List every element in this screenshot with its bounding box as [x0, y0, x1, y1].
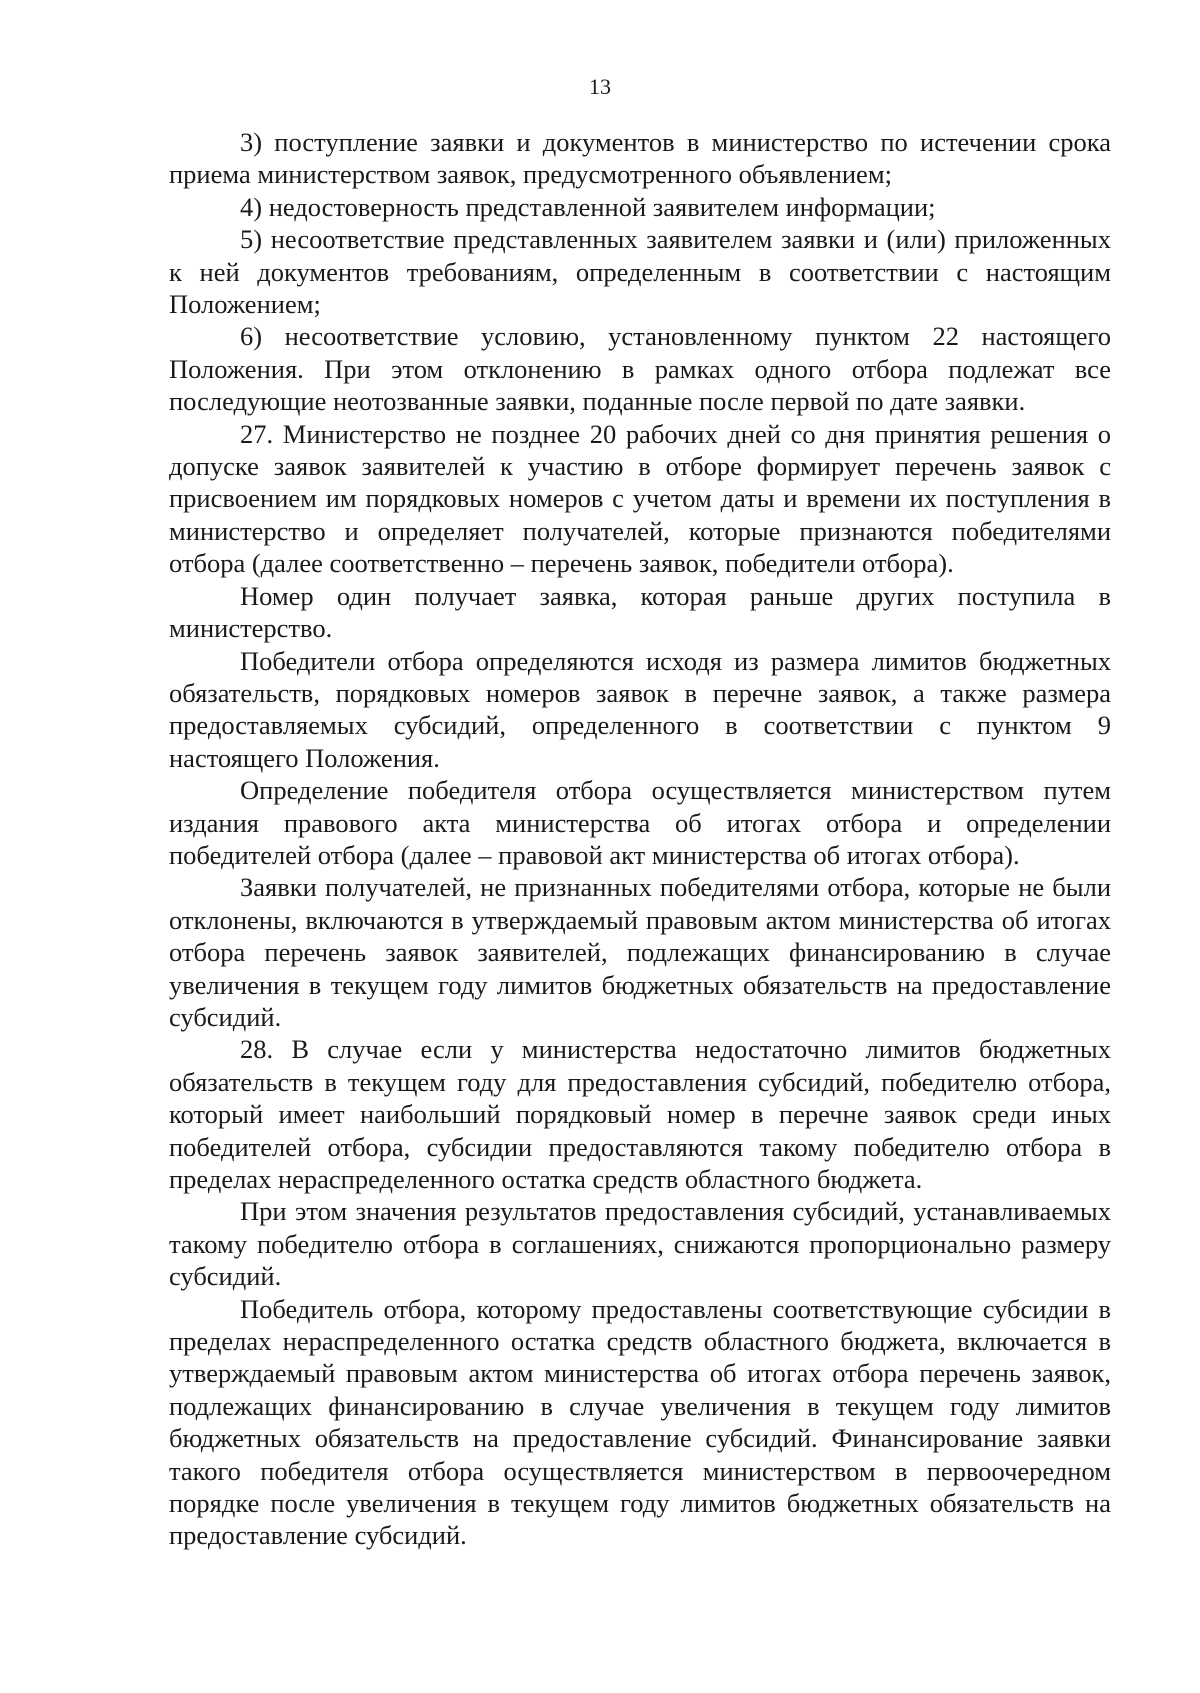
paragraph-clause-28: 28. В случае если у министерства недостаточно лимитов бюджетных обязательств в текущем году для предоставления субсидий, победителю отбора, который имеет наибольший порядковый номер в перечне заявок среди иных победителей отбора, субсидии предоставляются такому победителю отбора в пределах нераспределенного остатка средств областного бюджета. [169, 1034, 1111, 1194]
paragraph-winner-financing: Победитель отбора, которому предоставлены соответствующие субсидии в пределах нераспределенного остатка средств областного бюджета, включается в утверждаемый правовым актом министерства об итогах отбора перечень заявок, подлежащих финансированию в случае увеличения в текущем году лимитов бюджетных обязательств на предоставление субсидий. Финансирование заявки такого победителя отбора осуществляется министерством в первоочередном порядке после увеличения в текущем году лимитов бюджетных обязательств на предоставление субсидий. [169, 1293, 1111, 1551]
paragraph-non-winner-applications: Заявки получателей, не признанных победителями отбора, которые не были отклонены, включаются в утверждаемый правовым актом министерства об итогах отбора перечень заявок заявителей, подлежащих финансированию в случае увеличения в текущем году лимитов бюджетных обязательств на предоставление субсидий. [169, 872, 1111, 1032]
page-number: 13 [589, 74, 611, 99]
paragraph-winners-determined: Победители отбора определяются исходя из размера лимитов бюджетных обязательств, порядковых номеров заявок в перечне заявок, а также размера предоставляемых субсидий, определенного в соответствии с пунктом 9 настоящего Положения. [169, 645, 1111, 773]
document-body [169, 126, 1111, 1552]
paragraph-winner-definition: Определение победителя отбора осуществляется министерством путем издания правового акта министерства об итогах отбора и определении победителей отбора (далее – правовой акт министерства об итогах отбора). [169, 775, 1111, 870]
paragraph-item-3: 3) поступление заявки и документов в министерство по истечении срока приема министерством заявок, предусмотренного объявлением; [169, 127, 1111, 190]
paragraph-results-reduced: При этом значения результатов предоставления субсидий, устанавливаемых такому победителю отбора в соглашениях, снижаются пропорционально размеру субсидий. [169, 1196, 1111, 1292]
paragraph-item-5: 5) несоответствие представленных заявителем заявки и (или) приложенных к ней документов требованиям, определенным в соответствии с настоящим Положением; [169, 224, 1111, 320]
paragraph-number-one: Номер один получает заявка, которая раньше других поступила в министерство. [169, 580, 1111, 644]
paragraph-item-6: 6) несоответствие условию, установленному пунктом 22 настоящего Положения. При этом отклонению в рамках одного отбора подлежат все последующие неотозванные заявки, поданные после первой по дате заявки. [169, 321, 1111, 417]
paragraph-item-4: 4) недостоверность представленной заявителем информации; [240, 191, 936, 222]
paragraph-clause-27: 27. Министерство не позднее 20 рабочих дней со дня принятия решения о допуске заявок заявителей к участию в отборе формирует перечень заявок с присвоением им порядковых номеров с учетом даты и времени их поступления в министерство и определяет получателей, которые признаются победителями отбора (далее соответственно – перечень заявок, победители отбора). [169, 418, 1111, 579]
